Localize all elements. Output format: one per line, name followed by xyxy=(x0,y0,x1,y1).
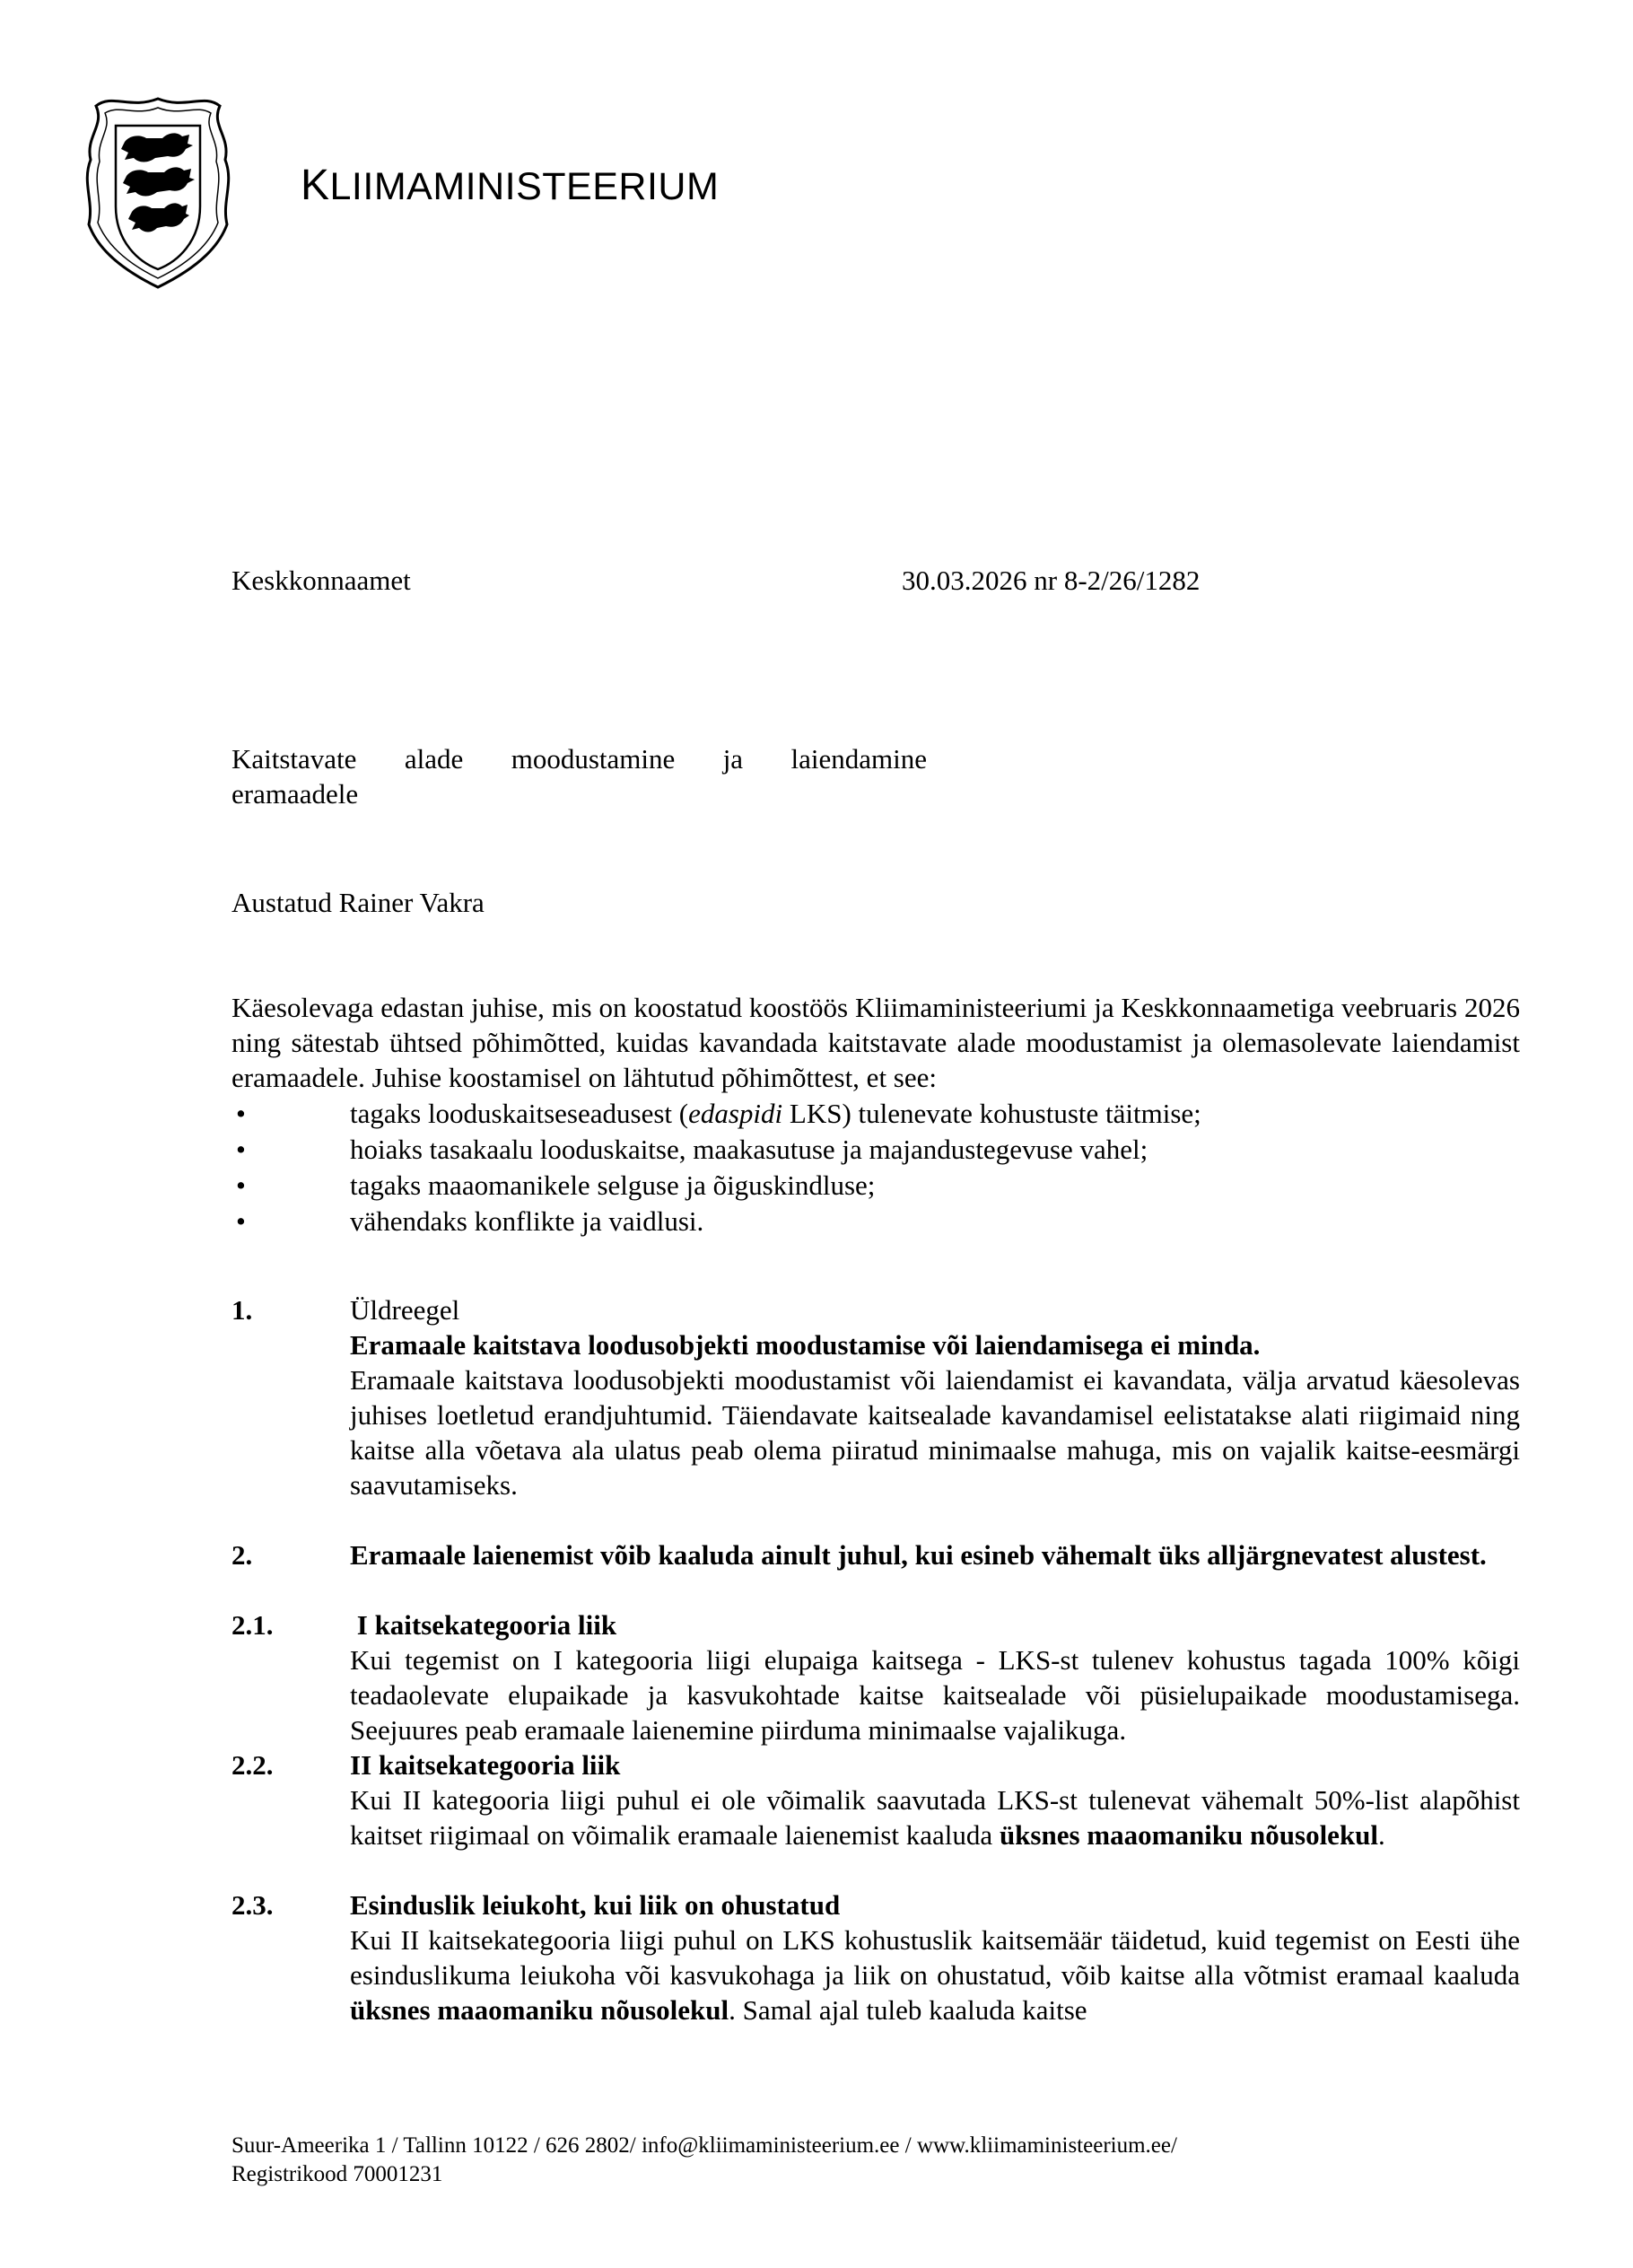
section-title: Esinduslik leiukoht, kui liik on ohustatud xyxy=(350,1889,841,1921)
section-2 xyxy=(231,1537,1520,1572)
ministry-name-initial: K xyxy=(301,162,330,209)
subject-line-2: eramaadele xyxy=(231,778,359,810)
section-2-2 xyxy=(231,1747,1520,1852)
bullet-icon: • xyxy=(236,1098,246,1129)
section-1 xyxy=(231,1292,1520,1502)
bullet-text: LKS) tulenevate kohustuste täitmise; xyxy=(782,1098,1201,1129)
footer-contact-line: Suur-Ameerika 1 / Tallinn 10122 / 626 2802/ info@kliimaministeerium.ee / www.kliimaministeerium.ee/ xyxy=(231,2133,1177,2158)
date-and-reference: 30.03.2026 nr 8-2/26/1282 xyxy=(902,565,1201,596)
section-text-emphasis: üksnes maaomaniku nõusolekul xyxy=(999,1819,1379,1851)
section-text-part: . Samal ajal tuleb kaaluda kaitse xyxy=(729,1994,1087,2026)
bullet-text: hoiaks tasakaalu looduskaitse, maakasutuse ja majandustegevuse vahel; xyxy=(350,1134,1148,1165)
ministry-name xyxy=(301,164,719,207)
coat-of-arms-icon xyxy=(76,90,240,292)
section-number: 2.1. xyxy=(231,1609,274,1641)
bullet-text: vähendaks konflikte ja vaidlusi. xyxy=(350,1205,704,1237)
section-text: Kui tegemist on I kategooria liigi elupaiga kaitsega - LKS-st tulenev kohustus tagada 100% kõigi teadaolevate elupaikade ja kasvukohtade kaitse kaitsealade või püsielupaikade moodustamisega. Seejuures peab eramaale laienemine piirduma minimaalse vajalikuga. xyxy=(350,1644,1520,1746)
bullet-text: tagaks looduskaitseseadusest ( xyxy=(350,1098,689,1129)
section-number: 1. xyxy=(231,1294,253,1326)
list-item xyxy=(231,1096,1520,1132)
section-2-3 xyxy=(231,1887,1520,2027)
bullet-icon: • xyxy=(236,1205,246,1237)
section-text-emphasis: üksnes maaomaniku nõusolekul xyxy=(350,1994,729,2026)
letter-subject xyxy=(231,741,927,811)
section-text xyxy=(350,1782,1520,1852)
principles-list xyxy=(231,1096,1520,1239)
ministry-name-rest: LIIMAMINISTEERIUM xyxy=(329,165,720,208)
section-number: 2.2. xyxy=(231,1749,274,1781)
section-text-part: . xyxy=(1378,1819,1385,1851)
bullet-text-italic: edaspidi xyxy=(688,1098,783,1129)
intro-paragraph: Käesolevaga edastan juhise, mis on koostatud koostöös Kliimaministeeriumi ja Keskkonnaametiga veebruaris 2026 ning sätestab ühtsed põhimõtted, kuidas kavandada kaitstavate alade moodustamist ja olemasolevate laiendamist eramaadele. Juhise koostamisel on lähtutud põhimõttest, et see: xyxy=(231,992,1520,1093)
letter-footer xyxy=(231,2132,1488,2189)
section-rule: Eramaale kaitstava loodusobjekti moodustamise või laiendamisega ei minda. xyxy=(350,1329,1261,1361)
list-item xyxy=(231,1204,1520,1239)
section-title: Üldreegel xyxy=(350,1294,460,1326)
section-text xyxy=(350,1922,1520,2027)
section-title: II kaitsekategooria liik xyxy=(350,1749,621,1781)
list-item xyxy=(231,1168,1520,1204)
section-number: 2. xyxy=(231,1539,253,1571)
bullet-text: tagaks maaomanikele selguse ja õiguskindluse; xyxy=(350,1169,876,1201)
bullet-icon: • xyxy=(236,1134,246,1165)
section-2-1 xyxy=(231,1607,1520,1747)
section-text-part: Kui II kategooria liigi puhul ei ole võimalik saavutada LKS-st tulenevat vähemalt 50%-list alapõhist kaitset riigimaal on võimalik eramaale laienemist kaaluda xyxy=(350,1784,1520,1851)
recipient: Keskkonnaamet xyxy=(231,565,411,596)
section-title: I kaitsekategooria liik xyxy=(350,1609,617,1641)
section-number: 2.3. xyxy=(231,1889,274,1921)
section-text-part: Kui II kaitsekategooria liigi puhul on LKS kohustuslik kaitsemäär täidetud, kuid tegemist on Eesti ühe esinduslikuma leiukoha või kasvukohaga ja liik on ohustatud, võib kaitse alla võtmist eramaal kaaluda xyxy=(350,1924,1520,1991)
salutation: Austatud Rainer Vakra xyxy=(231,887,485,918)
subject-line-1: Kaitstavate alade moodustamine ja laiendamine xyxy=(231,743,927,775)
section-title: Eramaale laienemist võib kaaluda ainult juhul, kui esineb vähemalt üks alljärgnevatest alustest. xyxy=(350,1539,1487,1571)
section-text: Eramaale kaitstava loodusobjekti moodustamist või laiendamist ei kavandata, välja arvatud käesolevas juhises loetletud erandjuhtumid. Täiendavate kaitsealade kavandamisel eelistatakse alati riigimaid ning kaitse alla võetava ala ulatus peab olema piiratud minimaalse mahuga, mis on vajalik kaitse-eesmärgi saavutamiseks. xyxy=(350,1364,1520,1501)
list-item xyxy=(231,1132,1520,1168)
footer-registry-line: Registrikood 70001231 xyxy=(231,2162,443,2186)
bullet-icon: • xyxy=(236,1169,246,1201)
